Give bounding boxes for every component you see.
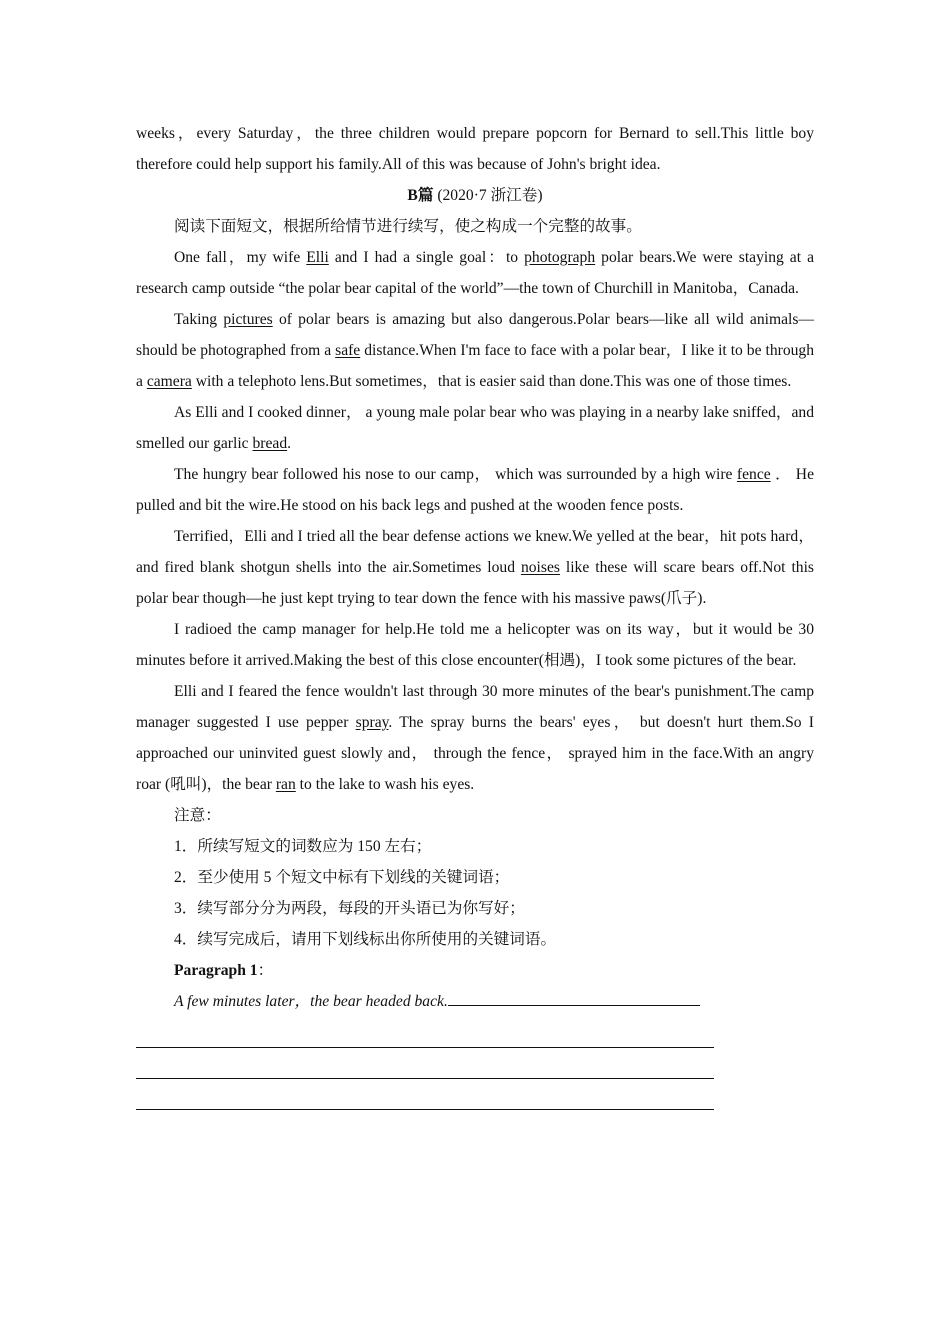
- keyword-safe: safe: [335, 342, 361, 359]
- story-paragraph-7: Elli and I feared the fence wouldn't last through 30 more minutes of the bear's punishment.The camp manager suggested I use pepper spray. The spray burns the bears' eyes， but doesn't hurt them.So I approached our uninvited guest slowly and， through the fence， sprayed him in the face.With an angry roar (吼叫)，the bear ran to the lake to wash his eyes.: [136, 683, 814, 793]
- note-item-2: 2．至少使用 5 个短文中标有下划线的关键词语；: [174, 869, 510, 886]
- notes-heading: 注意：: [174, 807, 221, 824]
- keyword-camera: camera: [146, 373, 192, 390]
- story-paragraph-3: As Elli and I cooked dinner， a young male polar bear who was playing in a nearby lake sniffed，and smelled our garlic bread.: [136, 404, 814, 452]
- keyword-bread: bread: [252, 435, 288, 452]
- paragraph-starter: A few minutes later，the bear headed back.: [136, 986, 814, 1017]
- keyword-spray: spray: [355, 714, 389, 731]
- section-title: [136, 180, 814, 211]
- story-paragraph-1: One fall，my wife Elli and I had a single goal：to photograph polar bears.We were staying at a research camp outside “the polar bear capital of the world”—the town of Churchill in Manitoba，Canada.: [136, 249, 814, 297]
- task-instruction: 阅读下面短文，根据所给情节进行续写，使之构成一个完整的故事。: [174, 218, 642, 235]
- story-paragraph-6: I radioed the camp manager for help.He told me a helicopter was on its way，but it would be 30 minutes before it arrived.Making the best of this close encounter(相遇)，I took some pictures of the bear.: [136, 621, 814, 669]
- note-item-1: 1．所续写短文的词数应为 150 左右；: [174, 838, 432, 855]
- story-paragraph-2: Taking pictures of polar bears is amazing but also dangerous.Polar bears—like all wild animals—should be photographed from a safe distance.When I'm face to face with a polar bear，I like it to be through a camera with a telephoto lens.But sometimes，that is easier said than done.This was one of those times.: [136, 311, 815, 390]
- note-item-4: 4．续写完成后，请用下划线标出你所使用的关键词语。: [174, 931, 557, 948]
- keyword-noises: noises: [520, 559, 560, 576]
- answer-line-2[interactable]: [136, 1048, 714, 1079]
- keyword-fence: fence: [736, 466, 771, 483]
- answer-line-3[interactable]: [136, 1079, 714, 1110]
- section-title-source: (2020·7 浙江卷): [433, 187, 543, 204]
- answer-blank-inline[interactable]: [448, 987, 700, 1006]
- keyword-photograph: photograph: [524, 249, 596, 266]
- intro-paragraph: weeks，every Saturday，the three children would prepare popcorn for Bernard to sell.This little boy therefore could help support his family.All of this was because of John's bright idea.: [136, 125, 814, 173]
- paragraph-label: Paragraph 1：: [174, 962, 274, 979]
- section-title-bold: B篇: [407, 187, 434, 204]
- answer-line-1[interactable]: [136, 1017, 714, 1048]
- note-item-3: 3．续写部分分为两段，每段的开头语已为你写好；: [174, 900, 525, 917]
- story-paragraph-5: Terrified，Elli and I tried all the bear defense actions we knew.We yelled at the bear，hit pots hard， and fired blank shotgun shells into the air.Sometimes loud noises like these will scare bears off.Not this polar bear though—he just kept trying to tear down the fence with his massive paws(爪子).: [136, 528, 814, 607]
- keyword-elli: Elli: [306, 249, 329, 266]
- story-paragraph-4: The hungry bear followed his nose to our camp， which was surrounded by a high wire fence ． He pulled and bit the wire.He stood on his back legs and pushed at the wooden fence posts.: [136, 466, 814, 514]
- document-page: [136, 118, 814, 1110]
- keyword-pictures: pictures: [223, 311, 273, 328]
- keyword-ran: ran: [275, 776, 296, 793]
